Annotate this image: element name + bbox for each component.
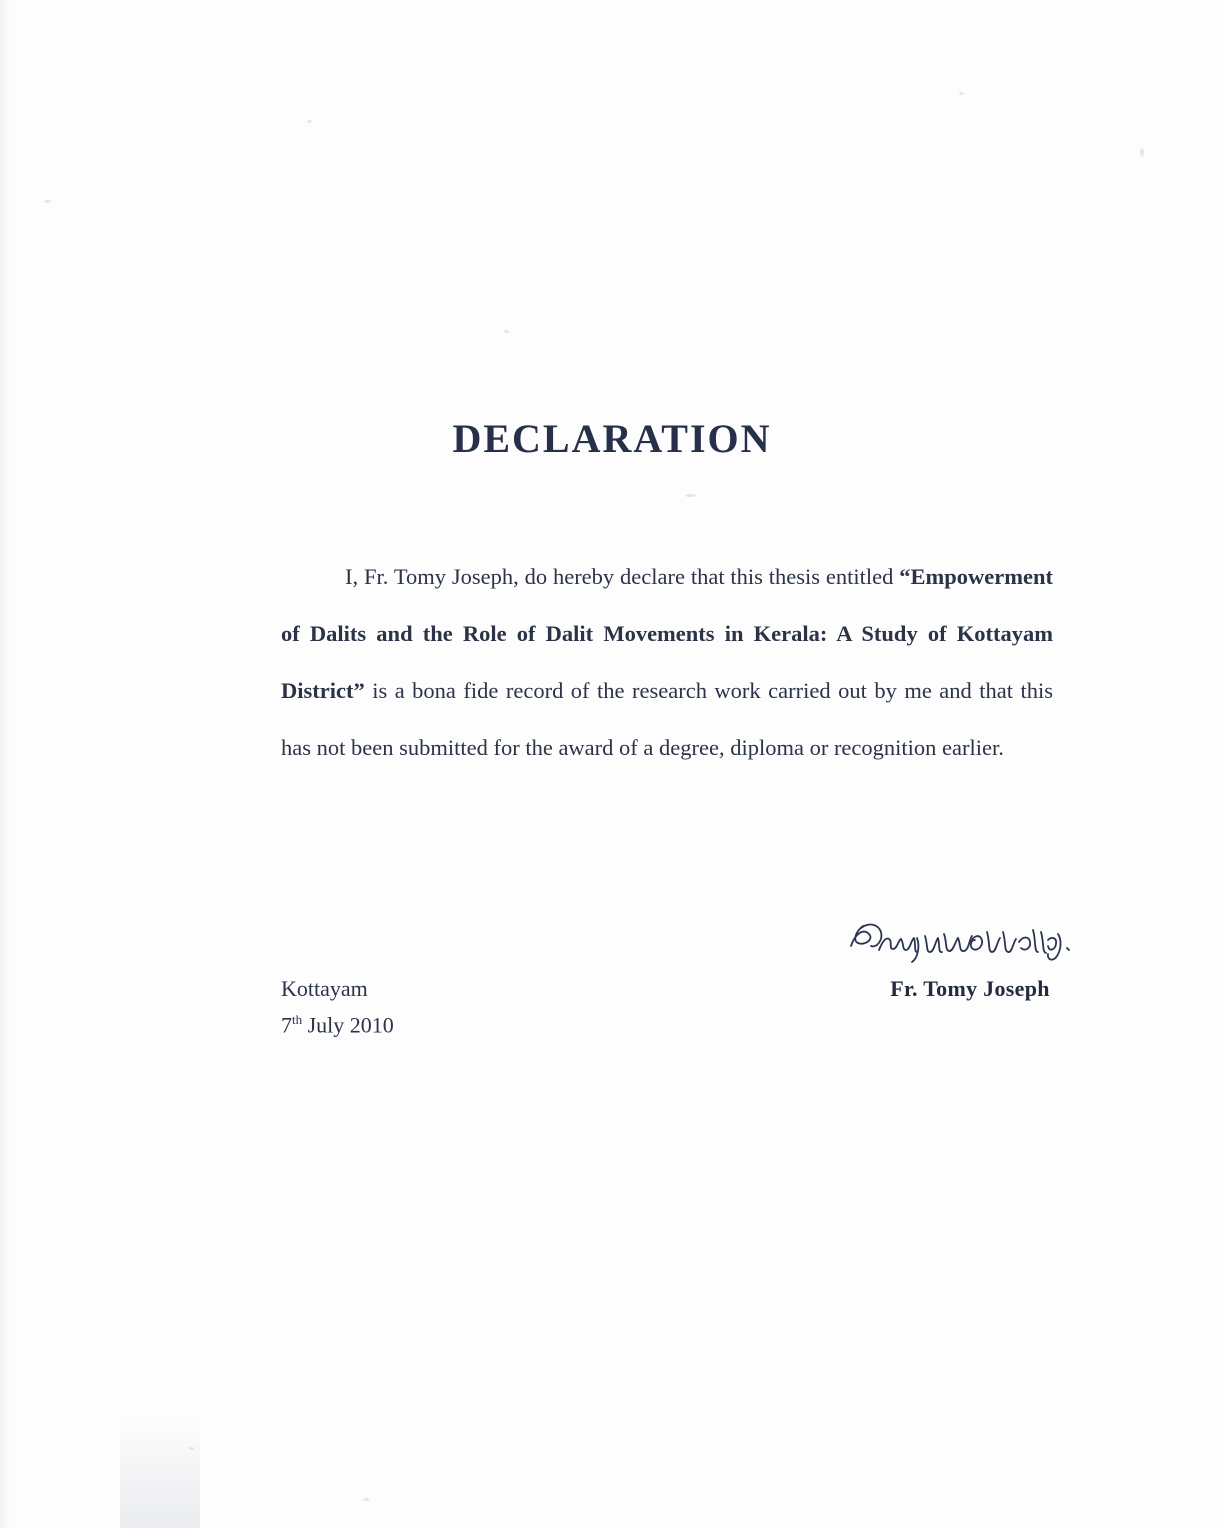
scan-speck bbox=[504, 330, 509, 333]
scan-speck bbox=[44, 200, 51, 203]
scan-speck bbox=[307, 120, 312, 123]
page-title: DECLARATION bbox=[452, 416, 772, 461]
scan-speck bbox=[363, 1498, 370, 1501]
place-label: Kottayam bbox=[281, 976, 368, 1001]
date-rest: July 2010 bbox=[302, 1012, 394, 1038]
thesis-title-text: “Empowerment of Dalits and the Role of Dalit Movements in Kerala: A Study of Kottayam District” bbox=[281, 564, 1053, 703]
signer-name: Fr. Tomy Joseph bbox=[890, 976, 1050, 1001]
scan-speck bbox=[1140, 148, 1144, 157]
date-label bbox=[281, 1012, 394, 1038]
handwritten-signature bbox=[845, 912, 1115, 972]
page-edge-shadow-bottom bbox=[120, 1418, 200, 1528]
declaration-lead-text: I, Fr. Tomy Joseph, do hereby declare that this thesis entitled bbox=[345, 564, 900, 589]
declaration-paragraph bbox=[281, 548, 1053, 776]
declaration-body bbox=[281, 548, 1053, 776]
declaration-tail-text: is a bona fide record of the research work carried out by me and that this has not been submitted for the award of a degree, diploma or recognition earlier. bbox=[281, 678, 1053, 760]
page-edge-shadow-left bbox=[0, 0, 10, 1528]
date-ordinal: th bbox=[292, 1012, 303, 1027]
scan-speck bbox=[959, 92, 964, 95]
scan-speck bbox=[685, 494, 696, 497]
date-day: 7 bbox=[281, 1012, 292, 1038]
scan-speck bbox=[189, 1447, 194, 1450]
